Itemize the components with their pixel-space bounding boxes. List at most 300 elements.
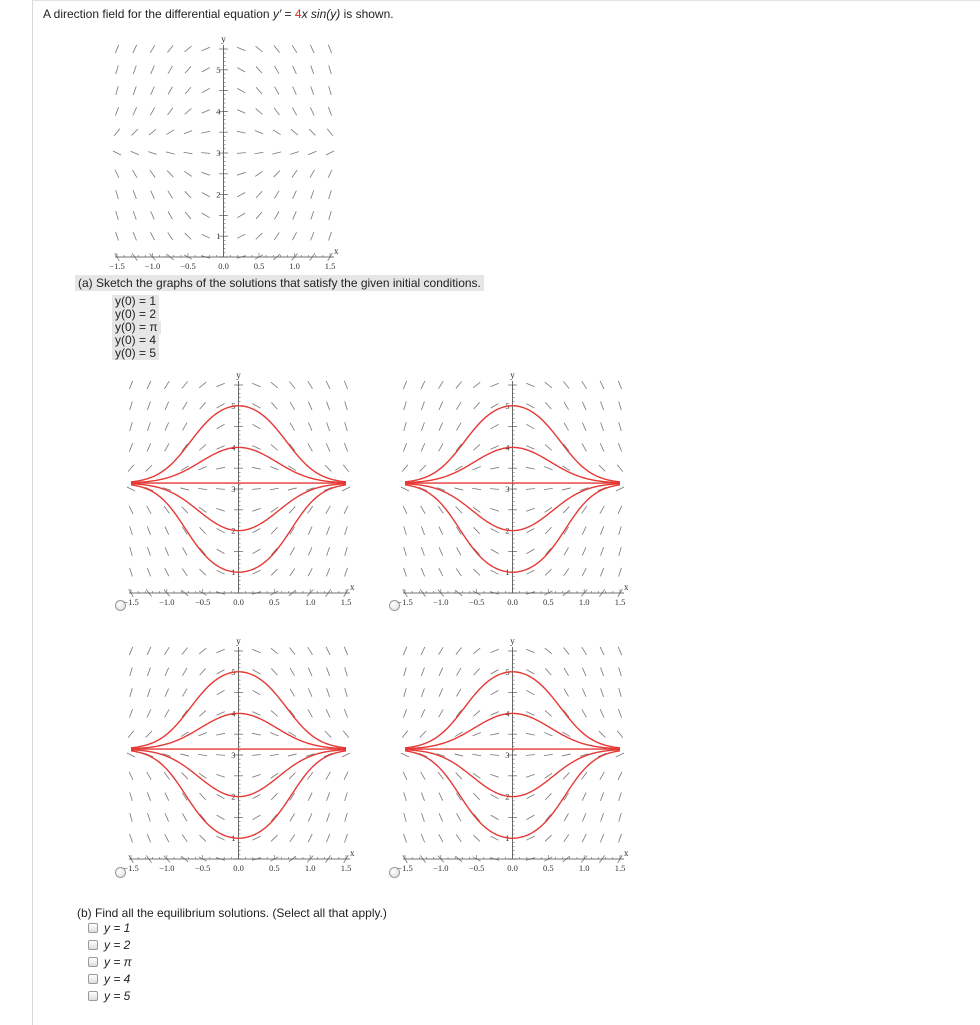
x-tick-label: 1.0 xyxy=(578,597,590,607)
slope-segment xyxy=(293,211,297,219)
slope-segment xyxy=(202,88,210,92)
slope-segment xyxy=(490,489,499,490)
slope-segment xyxy=(439,527,443,535)
slope-segment xyxy=(439,443,443,451)
slope-segment xyxy=(600,772,604,780)
slope-segment xyxy=(526,794,534,798)
slope-segment xyxy=(472,488,481,489)
slope-segment xyxy=(217,815,225,820)
slope-segment xyxy=(252,836,260,840)
equilibrium-option[interactable] xyxy=(88,987,132,1004)
slope-segment xyxy=(601,668,604,676)
slope-segment xyxy=(526,774,535,777)
slope-segment xyxy=(439,547,443,555)
slope-segment xyxy=(147,772,151,780)
slope-segment xyxy=(308,647,313,655)
slope-segment xyxy=(185,233,191,239)
option-label: y = π xyxy=(104,954,132,969)
slope-segment xyxy=(310,107,314,115)
slope-segment xyxy=(182,668,187,676)
slope-segment xyxy=(421,668,424,676)
slope-segment xyxy=(237,153,246,154)
x-tick-label: 0.5 xyxy=(543,597,554,607)
slope-segment xyxy=(564,668,569,676)
initial-condition: y(0) = 2 xyxy=(112,308,159,321)
y-tick-label: 1 xyxy=(505,567,510,578)
y-tick-label: 2 xyxy=(505,791,510,802)
slope-segment xyxy=(237,131,246,133)
slope-segment xyxy=(129,506,133,514)
x-axis-label: x xyxy=(624,848,629,858)
slope-segment xyxy=(274,171,280,178)
slope-segment xyxy=(421,568,424,576)
slope-segment xyxy=(252,712,260,716)
equilibrium-option[interactable] xyxy=(88,936,132,953)
slope-segment xyxy=(237,234,245,238)
slope-segment xyxy=(564,814,568,822)
slope-segment xyxy=(182,423,187,431)
slope-segment xyxy=(329,86,332,95)
slope-segment xyxy=(562,488,571,490)
slope-segment xyxy=(168,66,173,74)
slope-segment xyxy=(454,754,463,756)
slope-segment xyxy=(182,834,187,841)
slope-segment xyxy=(564,423,569,431)
slope-segment xyxy=(128,465,134,472)
slope-segment xyxy=(256,66,262,73)
slope-segment xyxy=(343,731,349,738)
slope-segment xyxy=(403,381,406,389)
slope-segment xyxy=(618,381,621,389)
slope-segment xyxy=(342,753,350,757)
slope-segment xyxy=(526,467,535,469)
slope-segment xyxy=(472,467,480,470)
slope-segment xyxy=(344,506,348,514)
slope-segment xyxy=(252,755,261,756)
slope-segment xyxy=(564,548,568,556)
initial-condition: y(0) = 1 xyxy=(112,295,159,308)
slope-segment xyxy=(150,107,154,115)
slope-segment xyxy=(544,467,552,470)
slope-segment xyxy=(130,547,132,556)
slope-segment xyxy=(456,507,462,513)
slope-segment xyxy=(328,107,331,115)
slope-segment xyxy=(342,487,350,491)
slope-segment xyxy=(619,813,621,822)
choice-1-graph[interactable] xyxy=(118,371,358,611)
slope-segment xyxy=(404,813,406,822)
slope-segment xyxy=(274,45,280,52)
slope-segment xyxy=(326,568,329,576)
slope-segment xyxy=(326,443,330,451)
slope-segment xyxy=(202,110,210,114)
slope-segment xyxy=(582,568,586,576)
slope-segment xyxy=(130,667,133,676)
slope-segment xyxy=(326,834,329,842)
x-tick-label: −0.5 xyxy=(194,597,211,607)
slope-segment xyxy=(618,709,621,717)
slope-segment xyxy=(402,465,408,472)
slope-segment xyxy=(252,649,260,652)
slope-segment xyxy=(216,712,224,716)
x-tick-label: −0.5 xyxy=(468,863,485,873)
slope-segment xyxy=(600,506,604,514)
y-tick-label: 3 xyxy=(231,750,236,760)
slope-segment xyxy=(600,443,604,451)
slope-segment xyxy=(308,688,312,696)
slope-segment xyxy=(344,772,348,780)
slope-segment xyxy=(147,568,150,576)
y-tick-label: 1 xyxy=(231,567,236,578)
slope-segment xyxy=(185,108,192,114)
slope-segment xyxy=(345,526,348,535)
slope-segment xyxy=(165,813,169,821)
slope-segment xyxy=(133,45,137,53)
slope-segment xyxy=(421,709,425,717)
slope-segment xyxy=(345,813,347,822)
question-prompt xyxy=(43,7,394,21)
slope-segment xyxy=(217,404,225,408)
slope-segment xyxy=(113,151,121,155)
slope-segment xyxy=(185,66,191,73)
slope-segment xyxy=(200,402,206,409)
y-tick-label: 5 xyxy=(231,400,236,411)
y-tick-label: 2 xyxy=(505,525,510,536)
slope-segment xyxy=(327,129,333,136)
slope-segment xyxy=(116,86,119,95)
slope-segment xyxy=(252,774,261,777)
x-tick-label: −0.5 xyxy=(468,597,485,607)
slope-segment xyxy=(582,547,586,555)
x-tick-label: 1.0 xyxy=(304,597,316,607)
checkbox[interactable] xyxy=(88,974,98,984)
checkbox[interactable] xyxy=(88,940,98,950)
slope-segment xyxy=(473,569,479,575)
slope-segment xyxy=(290,689,295,697)
slope-segment xyxy=(526,528,534,532)
slope-segment xyxy=(526,383,534,386)
slope-segment xyxy=(216,489,225,490)
slope-segment xyxy=(129,647,132,655)
slope-segment xyxy=(151,86,155,94)
slope-segment xyxy=(545,648,552,654)
slope-segment xyxy=(600,381,604,389)
slope-segment xyxy=(328,45,331,53)
slope-segment xyxy=(545,710,552,716)
y-tick-label: 2 xyxy=(231,525,236,536)
slope-segment xyxy=(255,130,263,133)
slope-segment xyxy=(290,152,299,155)
slope-segment xyxy=(146,465,152,471)
slope-segment xyxy=(601,402,604,410)
part-a-label: (a) Sketch the graphs of the solutions that satisfy the given initial conditions. xyxy=(75,275,484,291)
question-page xyxy=(32,0,980,1025)
slope-segment xyxy=(308,506,313,513)
slope-segment xyxy=(217,528,225,532)
slope-segment xyxy=(130,834,133,843)
slope-segment xyxy=(327,402,330,410)
slope-segment xyxy=(582,709,586,717)
slope-segment xyxy=(308,668,312,676)
slope-segment xyxy=(202,68,210,72)
slope-segment xyxy=(327,688,330,696)
slope-segment xyxy=(185,212,191,219)
slope-segment xyxy=(274,191,279,199)
checkbox[interactable] xyxy=(88,957,98,967)
equilibrium-options xyxy=(88,919,132,1004)
slope-segment xyxy=(164,772,169,779)
slope-segment xyxy=(274,232,279,239)
slope-segment xyxy=(618,443,621,451)
x-axis-label: x xyxy=(334,246,339,256)
slope-segment xyxy=(271,710,278,716)
y-axis-label: y xyxy=(510,371,515,380)
slope-segment xyxy=(130,568,133,577)
slope-segment xyxy=(329,232,332,241)
slope-segment xyxy=(421,443,425,451)
equilibrium-option[interactable] xyxy=(88,970,132,987)
checkbox[interactable] xyxy=(88,923,98,933)
x-tick-label: 1.0 xyxy=(578,863,590,873)
checkbox[interactable] xyxy=(88,991,98,1001)
slope-segment xyxy=(326,792,329,800)
slope-segment xyxy=(404,526,407,535)
slope-segment xyxy=(168,191,173,199)
slope-segment xyxy=(147,668,150,676)
slope-segment xyxy=(133,86,136,94)
slope-segment xyxy=(582,422,586,430)
slope-segment xyxy=(582,793,586,801)
y-tick-label: 2 xyxy=(216,189,221,200)
slope-segment xyxy=(164,506,169,513)
slope-segment xyxy=(273,130,281,135)
x-tick-label: 0.5 xyxy=(543,863,554,873)
slope-segment xyxy=(166,130,174,135)
slope-segment xyxy=(216,508,225,511)
slope-segment xyxy=(129,709,132,717)
slope-segment xyxy=(130,792,133,801)
slope-segment xyxy=(133,190,136,198)
slope-segment xyxy=(345,422,348,431)
slope-segment xyxy=(237,88,245,92)
choice-3-graph[interactable] xyxy=(118,637,358,877)
slope-segment xyxy=(326,709,330,717)
slope-segment xyxy=(421,506,425,514)
slope-segment xyxy=(545,444,552,450)
slope-segment xyxy=(311,66,314,74)
equilibrium-option[interactable] xyxy=(88,919,132,936)
slope-segment xyxy=(439,668,443,676)
slope-segment xyxy=(345,792,348,801)
x-axis-label: x xyxy=(350,848,355,858)
slope-segment xyxy=(344,709,347,717)
slope-segment xyxy=(133,211,136,220)
prompt-coefficient: 4 xyxy=(294,7,302,21)
slope-segment xyxy=(133,170,137,178)
slope-segment xyxy=(325,465,331,471)
slope-segment xyxy=(403,647,406,655)
slope-segment xyxy=(289,382,295,389)
slope-segment xyxy=(600,834,603,842)
slope-segment xyxy=(115,45,118,53)
y-tick-label: 3 xyxy=(505,484,510,494)
slope-segment xyxy=(526,649,534,652)
slope-segment xyxy=(617,731,623,738)
slope-segment xyxy=(180,754,189,756)
slope-segment xyxy=(421,813,424,822)
x-tick-label: 0.0 xyxy=(507,597,518,607)
prompt-suffix: is shown. xyxy=(340,7,394,21)
slope-segment xyxy=(216,467,225,469)
slope-segment xyxy=(116,232,119,241)
slope-segment xyxy=(308,813,312,821)
slope-segment xyxy=(474,668,480,675)
slope-segment xyxy=(439,793,443,801)
slope-segment xyxy=(252,528,260,532)
slope-segment xyxy=(527,815,535,820)
y-tick-label: 1 xyxy=(216,231,221,242)
y-tick-label: 4 xyxy=(231,708,236,719)
slope-segment xyxy=(345,547,347,556)
slope-segment xyxy=(600,568,603,576)
x-tick-label: −1.5 xyxy=(109,261,125,271)
choice-4-graph[interactable] xyxy=(392,637,632,877)
slope-segment xyxy=(150,232,154,240)
slope-segment xyxy=(438,506,443,513)
slope-segment xyxy=(165,568,169,576)
slope-segment xyxy=(490,774,499,777)
slope-segment xyxy=(200,793,206,800)
slope-segment xyxy=(216,733,225,735)
slope-segment xyxy=(308,422,312,430)
x-tick-label: −1.5 xyxy=(123,863,139,873)
slope-segment xyxy=(308,151,316,154)
slope-segment xyxy=(473,382,480,388)
slope-segment xyxy=(130,688,133,697)
slope-segment xyxy=(404,422,407,431)
slope-segment xyxy=(200,527,206,534)
slope-segment xyxy=(116,211,118,220)
slope-segment xyxy=(491,528,499,532)
slope-segment xyxy=(328,170,332,178)
slope-segment xyxy=(217,794,225,798)
slope-segment xyxy=(526,489,535,490)
slope-segment xyxy=(616,753,624,757)
slope-segment xyxy=(421,647,425,655)
slope-segment xyxy=(253,424,261,428)
equilibrium-option[interactable] xyxy=(88,953,132,970)
slope-segment xyxy=(182,402,187,410)
slope-segment xyxy=(545,402,551,409)
slope-segment xyxy=(270,488,279,489)
slope-segment xyxy=(401,753,409,757)
slope-segment xyxy=(404,792,407,801)
slope-segment xyxy=(168,108,173,115)
slope-segment xyxy=(439,402,443,410)
slope-segment xyxy=(327,813,330,822)
slope-segment xyxy=(491,815,499,820)
slope-segment xyxy=(601,688,604,696)
x-tick-label: −1.5 xyxy=(123,597,139,607)
slope-segment xyxy=(115,170,119,178)
slope-segment xyxy=(564,402,569,410)
x-tick-label: −1.0 xyxy=(159,863,175,873)
slope-segment xyxy=(618,772,622,780)
slope-segment xyxy=(147,402,150,410)
option-label: y = 1 xyxy=(104,920,131,935)
slope-segment xyxy=(199,444,206,450)
slope-segment xyxy=(182,773,188,779)
slope-segment xyxy=(457,814,461,822)
slope-segment xyxy=(544,733,552,736)
slope-segment xyxy=(544,754,553,755)
slope-segment xyxy=(311,86,314,94)
x-tick-label: −1.0 xyxy=(433,597,449,607)
slope-segment xyxy=(127,487,135,491)
slope-segment xyxy=(600,709,604,717)
slope-segment xyxy=(564,834,569,841)
slope-segment xyxy=(114,129,120,136)
slope-segment xyxy=(526,712,534,716)
slope-segment xyxy=(454,488,463,490)
slope-segment xyxy=(115,107,118,115)
slope-segment xyxy=(183,814,187,822)
slope-segment xyxy=(327,422,330,430)
slope-segment xyxy=(438,647,443,655)
slope-segment xyxy=(619,834,622,843)
slope-segment xyxy=(456,668,461,676)
slope-segment xyxy=(165,422,169,430)
slope-segment xyxy=(255,152,264,153)
slope-segment xyxy=(527,690,535,694)
slope-segment xyxy=(402,731,408,738)
slope-segment xyxy=(329,65,332,74)
slope-segment xyxy=(474,793,480,800)
slope-segment xyxy=(129,381,132,389)
slope-segment xyxy=(199,835,205,841)
slope-segment xyxy=(217,424,225,428)
slope-segment xyxy=(421,402,424,410)
slope-segment xyxy=(164,647,169,655)
choice-2-graph[interactable] xyxy=(392,371,632,611)
slope-segment xyxy=(290,548,294,556)
slope-segment xyxy=(329,211,331,220)
slope-segment xyxy=(308,568,312,576)
direction-field-plot xyxy=(109,29,349,279)
x-tick-label: 0.0 xyxy=(233,863,244,873)
slope-segment xyxy=(526,733,535,735)
x-tick-label: 0.0 xyxy=(233,597,244,607)
slope-segment xyxy=(456,568,461,575)
slope-segment xyxy=(310,170,314,178)
slope-segment xyxy=(180,488,189,490)
slope-segment xyxy=(439,813,443,821)
slope-segment xyxy=(270,733,278,736)
slope-segment xyxy=(311,190,314,198)
slope-segment xyxy=(116,190,119,199)
slope-segment xyxy=(274,87,279,95)
slope-segment xyxy=(345,667,348,676)
slope-segment xyxy=(311,232,314,240)
slope-segment xyxy=(526,570,534,574)
slope-segment xyxy=(526,404,534,408)
slope-segment xyxy=(256,233,262,239)
slope-segment xyxy=(527,549,535,554)
slope-segment xyxy=(271,527,277,534)
slope-segment xyxy=(252,467,261,469)
slope-segment xyxy=(403,506,407,514)
slope-segment xyxy=(237,192,245,196)
